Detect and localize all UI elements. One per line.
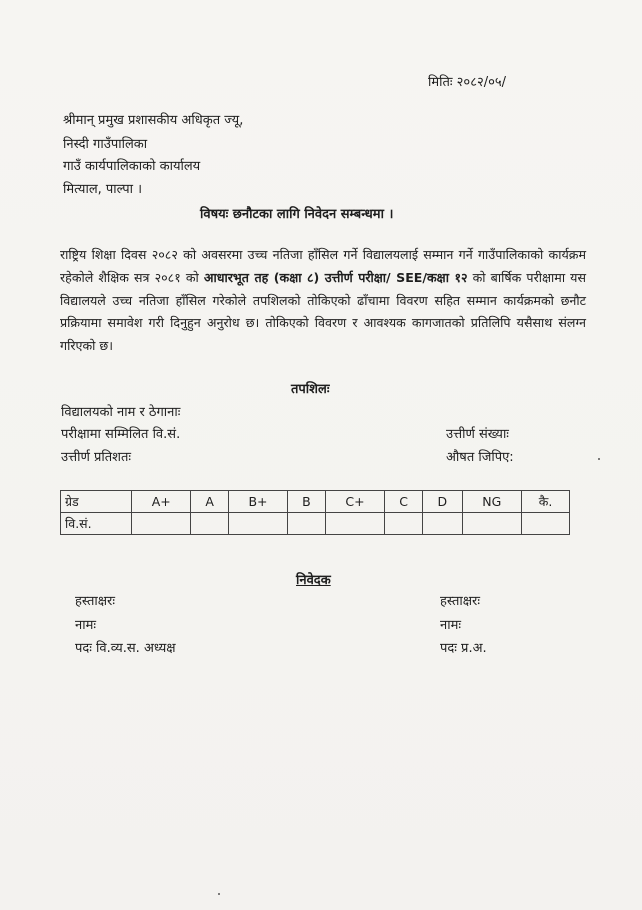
empty-cell (522, 513, 570, 535)
grade-header-cell: ग्रेड (61, 491, 132, 513)
right-post-label: पदः प्र.अ. (440, 641, 487, 656)
left-post-label: पदः वि.व्य.स. अध्यक्ष (75, 641, 176, 656)
grade-header-cell: A+ (132, 491, 191, 513)
empty-cell (422, 513, 462, 535)
empty-cell (132, 513, 191, 535)
date: मितिः २०८२/०५/ (428, 75, 506, 90)
row-label-cell: वि.सं. (61, 513, 132, 535)
students-count-label: परीक्षामा सम्मिलित वि.सं. (61, 427, 181, 442)
avg-gpa-label: औषत जिपिए: (446, 450, 514, 465)
empty-cell (228, 513, 288, 535)
grade-header-cell: C (385, 491, 423, 513)
body-paragraph (60, 244, 586, 358)
grade-header-cell: C+ (325, 491, 385, 513)
empty-cell (462, 513, 522, 535)
grade-table-header-row (61, 491, 570, 513)
right-signature-label: हस्ताक्षरः (440, 594, 481, 609)
grade-header-cell: A (191, 491, 228, 513)
body-text-1: राष्ट्रिय शिक्षा दिवस २०८२ को अवसरमा उच्च नतिजा हाँसिल गर्ने विद्यालयलाई सम्मान गर्ने गाउँपालिकाको कार्यक्रम रहेकोले शैक्षिक सत्र २०८१ को (60, 247, 586, 285)
empty-cell (288, 513, 325, 535)
subject-line: विषयः छनौटका लागि निवेदन सम्बन्धमा । (200, 207, 394, 222)
left-signature-label: हस्ताक्षरः (75, 594, 116, 609)
grade-header-cell: B (288, 491, 325, 513)
passed-count-label: उत्तीर्ण संख्याः (446, 427, 509, 442)
grade-header-cell: NG (462, 491, 522, 513)
paper-speck (598, 458, 600, 460)
body-text-bold: आधारभूत तह (कक्षा ८) उत्तीर्ण परीक्षा/ SEE/कक्षा १२ (203, 269, 468, 285)
grade-header-cell: D (422, 491, 462, 513)
pass-percent-label: उत्तीर्ण प्रतिशतः (61, 450, 132, 465)
right-name-label: नामः (440, 618, 461, 633)
paper-speck (218, 893, 220, 895)
left-name-label: नामः (75, 618, 96, 633)
applicant-title: निवेदक (296, 573, 331, 588)
empty-cell (385, 513, 423, 535)
addressee-office: गाउँ कार्यपालिकाको कार्यालय (63, 159, 201, 174)
details-title: तपशिलः (291, 382, 330, 397)
empty-cell (191, 513, 228, 535)
grade-table-row (61, 513, 570, 535)
addressee-title: श्रीमान् प्रमुख प्रशासकीय अधिकृत ज्यू, (63, 113, 244, 128)
addressee-municipality: निस्दी गाउँपालिका (63, 137, 148, 152)
body-text-2: को बार्षिक परीक्षामा यस विद्यालयले उच्च नतिजा हाँसिल गरेकोले तपशिलको तोकिएको ढाँचामा विवरण सहित सम्मान कार्यक्रमको छनौट प्रक्रियामा समावेश गरी दिनुहुन अनुरोध छ। तोकिएको विवरण र आवश्यक कागजातको प्रतिलिपि यसैसाथ संलग्न गरिएको छ। (60, 269, 586, 354)
school-name-label: विद्यालयको नाम र ठेगानाः (61, 405, 181, 420)
addressee-location: मित्याल, पाल्पा । (63, 182, 143, 197)
grade-header-cell: B+ (228, 491, 288, 513)
empty-cell (325, 513, 385, 535)
grade-table (60, 490, 570, 535)
grade-header-cell: कै. (522, 491, 570, 513)
